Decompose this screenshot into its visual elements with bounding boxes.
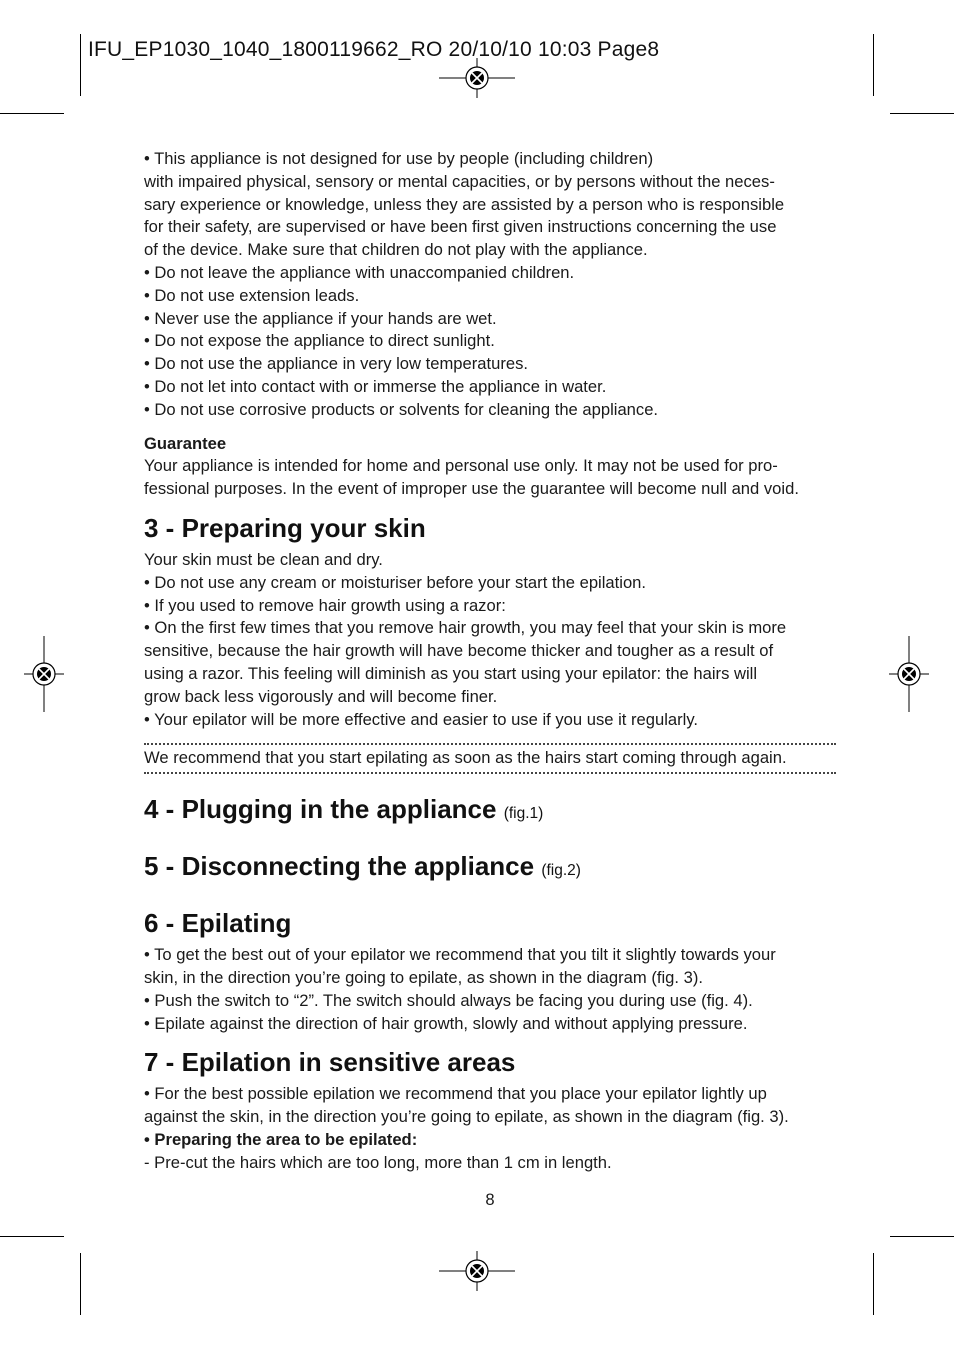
safety-bullet: • Do not use the appliance in very low temperatures. (144, 354, 528, 374)
safety-instructions (144, 148, 836, 422)
crop-mark-top-left-vertical (80, 34, 81, 96)
guarantee-line: Your appliance is intended for home and personal use only. It may not be used for pro- (144, 456, 778, 476)
registration-mark-bottom-icon (439, 1251, 515, 1291)
safety-intro-line: for their safety, are supervised or have been first given instructions concerning the use (144, 217, 777, 237)
section-3-line: • Your epilator will be more effective and easier to use if you use it regularly. (144, 709, 699, 729)
section-6-line: • Push the switch to “2”. The switch should always be facing you during use (fig. 4). (144, 990, 753, 1010)
safety-bullet: • Do not leave the appliance with unaccompanied children. (144, 262, 575, 282)
section-7-line: against the skin, in the direction you’re going to epilate, as shown in the diagram (fig. 3). (144, 1107, 789, 1127)
registration-mark-right-icon (889, 636, 929, 712)
section-7-body (144, 1083, 836, 1174)
crop-mark-bottom-right-horizontal (890, 1236, 954, 1237)
section-6-heading: 6 - Epilating (144, 908, 292, 939)
safety-bullet: • Do not let into contact with or immerse the appliance in water. (144, 376, 607, 396)
section-5-fig-reference: (fig.2) (541, 862, 581, 880)
section-6-line: • To get the best out of your epilator we recommend that you tilt it slightly towards your (144, 945, 776, 965)
crop-mark-top-right-horizontal (890, 113, 954, 114)
section-3-line: Your skin must be clean and dry. (144, 549, 383, 569)
section-7-sub-line: - Pre-cut the hairs which are too long, more than 1 cm in length. (144, 1152, 612, 1172)
section-7-heading: 7 - Epilation in sensitive areas (144, 1047, 516, 1078)
section-3-line: sensitive, because the hair growth will have become thicker and tougher as a result of (144, 641, 774, 661)
section-5-heading (144, 851, 836, 886)
section-3-line: • If you used to remove hair growth using a razor: (144, 595, 506, 615)
section-6-body (144, 944, 836, 1035)
safety-bullet: • Do not expose the appliance to direct sunlight. (144, 331, 495, 351)
section-3-line: using a razor. This feeling will diminish as you start using your epilator: the hairs will (144, 663, 758, 683)
section-5-title: 5 - Disconnecting the appliance (144, 851, 535, 882)
guarantee-line: fessional purposes. In the event of improper use the guarantee will become null and void. (144, 479, 799, 499)
section-6-line: skin, in the direction you’re going to epilate, as shown in the diagram (fig. 3). (144, 967, 703, 987)
section-4-title: 4 - Plugging in the appliance (144, 794, 497, 825)
guarantee-section (144, 433, 836, 501)
section-7-line: • For the best possible epilation we recommend that you place your epilator lightly up (144, 1084, 767, 1104)
safety-bullet: • Do not use extension leads. (144, 285, 360, 305)
section-6-line: • Epilate against the direction of hair growth, slowly and without applying pressure. (144, 1013, 748, 1033)
section-4-heading (144, 794, 836, 829)
section-3-line: • Do not use any cream or moisturiser before your start the epilation. (144, 572, 647, 592)
safety-bullet: • Do not use corrosive products or solvents for cleaning the appliance. (144, 399, 659, 419)
crop-mark-bottom-left-vertical (80, 1253, 81, 1315)
crop-mark-top-left-horizontal (0, 113, 64, 114)
safety-intro-line: with impaired physical, sensory or mental capacities, or by persons without the neces- (144, 171, 775, 191)
recommendation-note (144, 743, 836, 774)
safety-intro-line: sary experience or knowledge, unless they are assisted by a person who is responsible (144, 194, 785, 214)
safety-bullet: • Never use the appliance if your hands are wet. (144, 308, 497, 328)
safety-intro-line: • This appliance is not designed for use by people (including children) (144, 149, 654, 168)
section-3-heading: 3 - Preparing your skin (144, 512, 426, 543)
section-3-line: grow back less vigorously and will become finer. (144, 686, 498, 706)
recommendation-note-text: We recommend that you start epilating as soon as the hairs start coming through again. (144, 748, 787, 768)
registration-mark-left-icon (24, 636, 64, 712)
crop-mark-top-right-vertical (873, 34, 874, 96)
crop-mark-bottom-right-vertical (873, 1253, 874, 1315)
guarantee-title: Guarantee (144, 433, 227, 453)
print-slug-line: IFU_EP1030_1040_1800119662_RO 20/10/10 10:03 Page8 (88, 38, 660, 61)
section-7-subheading: • Preparing the area to be epilated: (144, 1129, 418, 1149)
section-3-line: • On the first few times that you remove hair growth, you may feel that your skin is more (144, 618, 787, 638)
page-content (144, 148, 836, 1175)
safety-intro-line: of the device. Make sure that children do not play with the appliance. (144, 240, 648, 260)
page-number: 8 (485, 1190, 495, 1209)
section-3-body (144, 549, 836, 731)
crop-mark-bottom-left-horizontal (0, 1236, 64, 1237)
section-4-fig-reference: (fig.1) (503, 805, 544, 823)
registration-mark-top-icon (439, 58, 515, 98)
